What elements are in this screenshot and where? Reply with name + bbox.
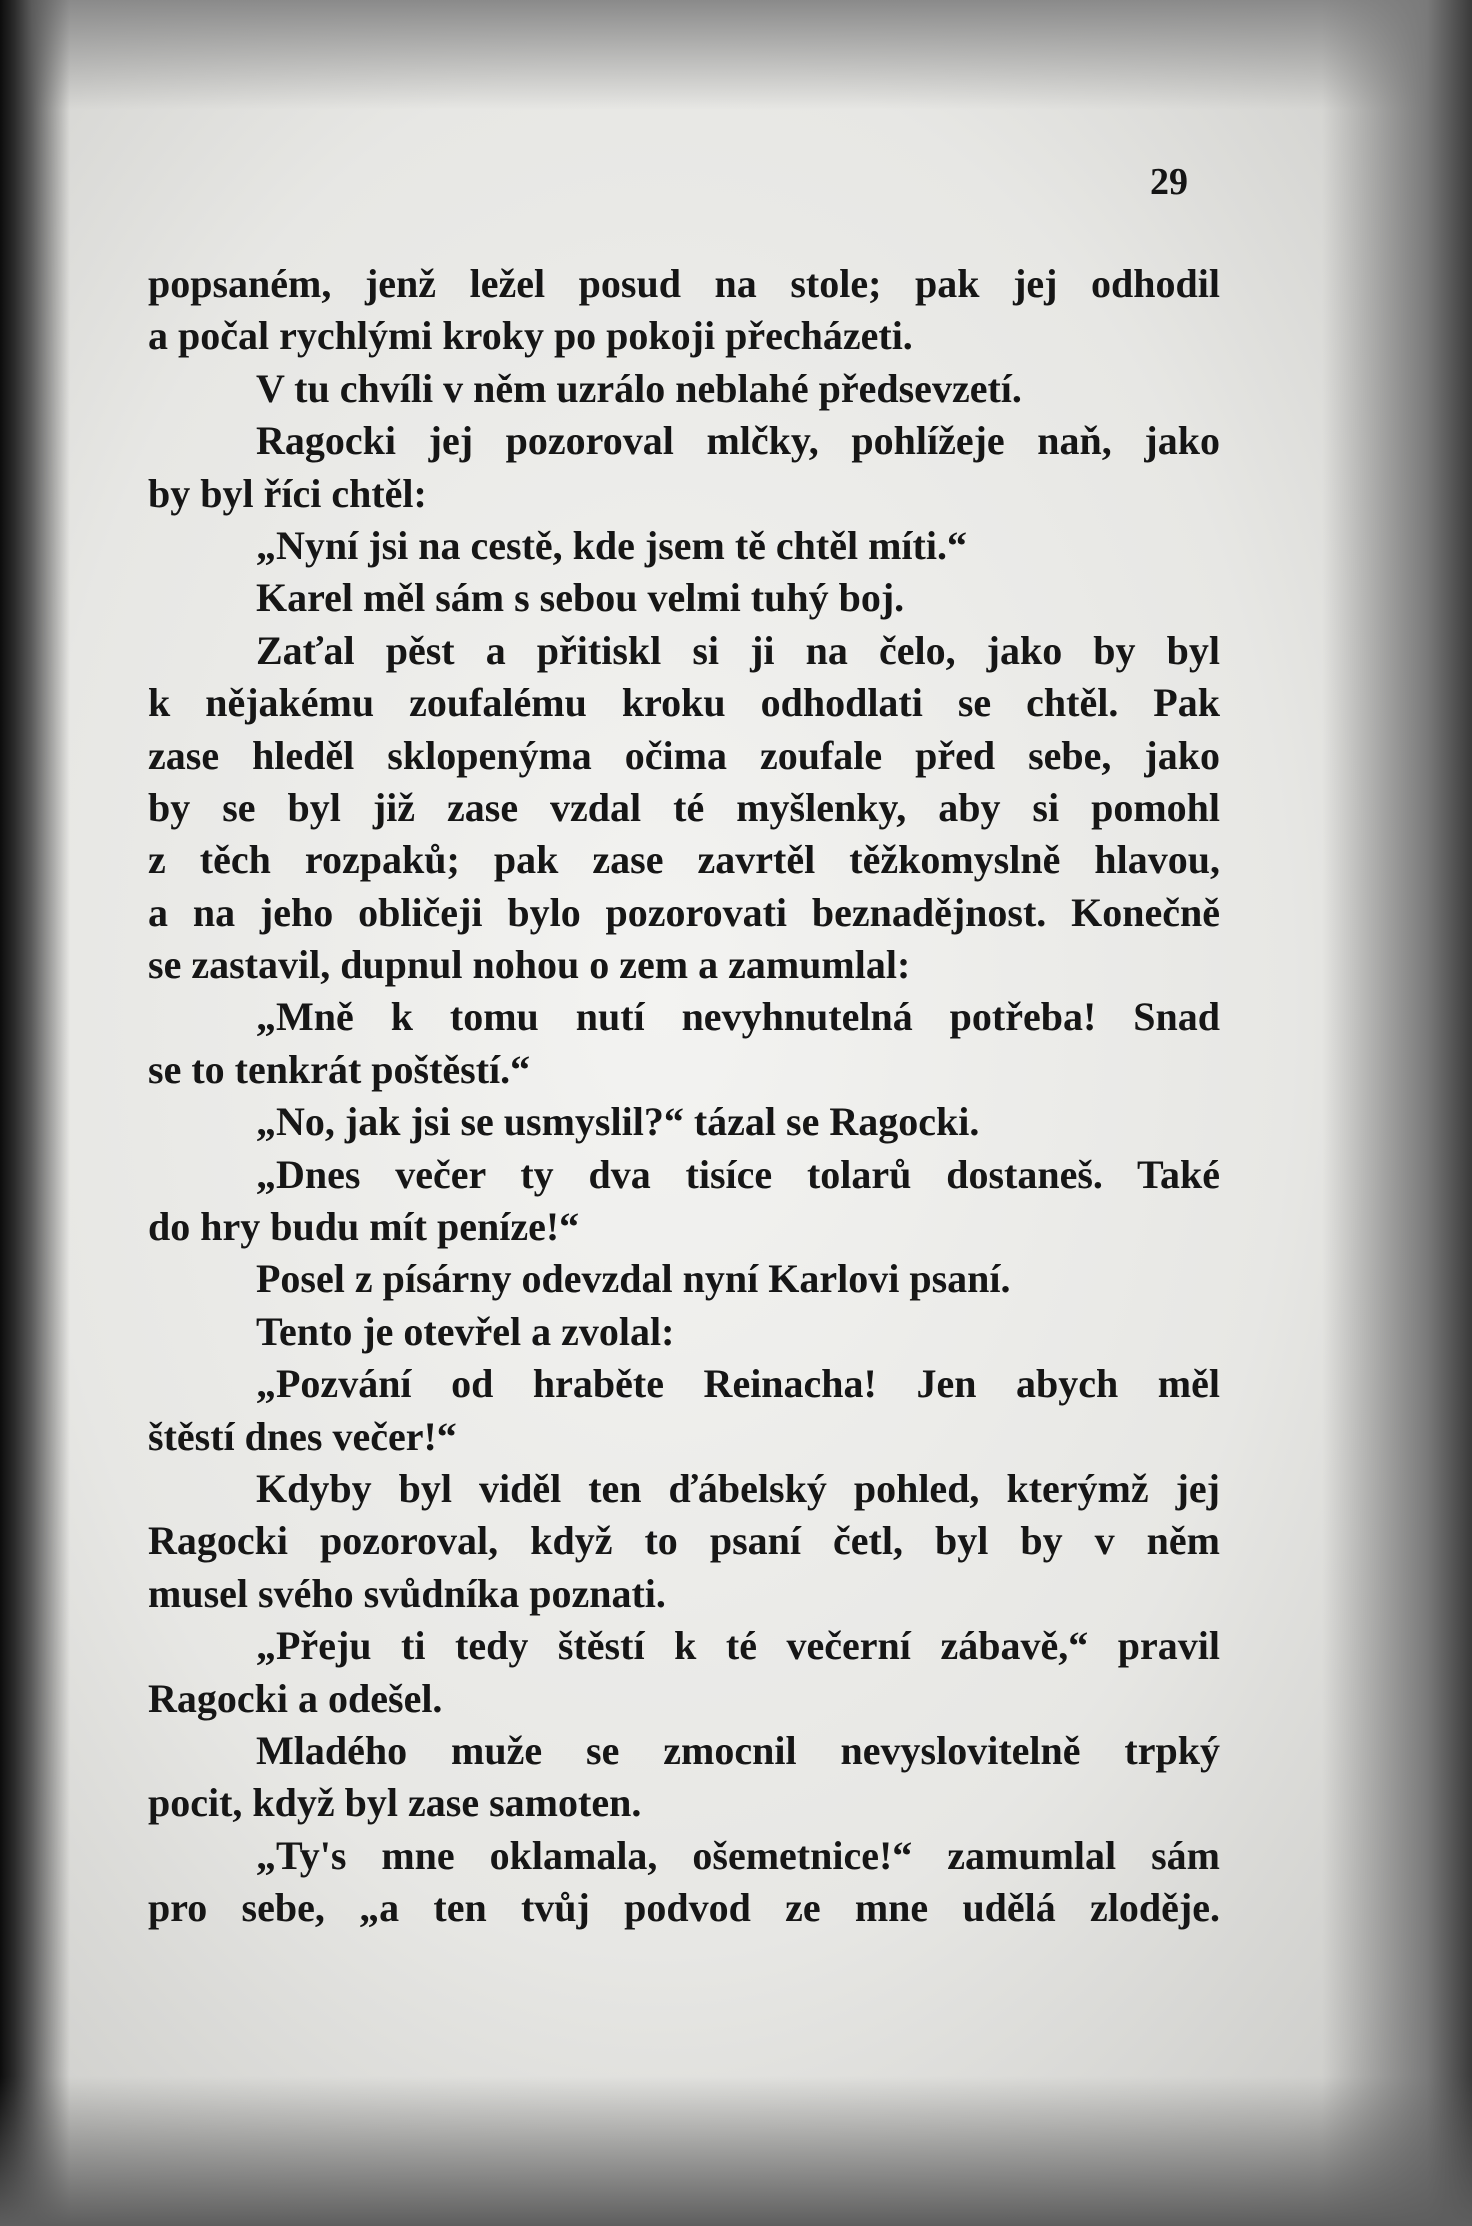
text-line: se zastavil, dupnul nohou o zem a zamumlal:	[148, 942, 911, 988]
text-line: Mladého muže se zmocnil nevyslovitelně trpký	[256, 1727, 1220, 1773]
bottom-edge-shadow	[0, 2076, 1472, 2226]
text-line: a počal rychlými kroky po pokoji přecházeti.	[148, 313, 913, 359]
text-line: Kdyby byl viděl ten ďábelský pohled, kterýmž jej	[256, 1465, 1220, 1511]
text-line: z těch rozpaků; pak zase zavrtěl těžkomyslně hlavou,	[148, 837, 1220, 883]
text-line: pocit, když byl zase samoten.	[148, 1780, 642, 1826]
text-line: „Dnes večer ty dva tisíce tolarů dostaneš. Také	[256, 1151, 1220, 1197]
text-line: Ragocki a odešel.	[148, 1675, 443, 1721]
page-number: 29	[1150, 161, 1188, 203]
text-line: „Nyní jsi na cestě, kde jsem tě chtěl míti.“	[256, 522, 967, 568]
text-line: a na jeho obličeji bylo pozorovati beznadějnost. Konečně	[148, 889, 1220, 935]
text-line: V tu chvíli v něm uzrálo neblahé předsevzetí.	[256, 365, 1022, 411]
text-line: „No, jak jsi se usmyslil?“ tázal se Ragocki.	[256, 1099, 980, 1145]
text-line: pro sebe, „a ten tvůj podvod ze mne udělá zloděje.	[148, 1885, 1220, 1931]
text-line: by byl říci chtěl:	[148, 470, 427, 516]
text-line: zase hleděl sklopenýma očima zoufale před sebe, jako	[148, 732, 1220, 778]
text-line: Zaťal pěst a přitiskl si ji na čelo, jako by byl	[256, 627, 1220, 673]
text-line: štěstí dnes večer!“	[148, 1413, 457, 1459]
text-line: „Mně k tomu nutí nevyhnutelná potřeba! Snad	[256, 994, 1220, 1040]
right-edge-shadow	[1322, 0, 1472, 2226]
text-line: do hry budu mít peníze!“	[148, 1204, 580, 1250]
text-line: by se byl již zase vzdal té myšlenky, aby si pomohl	[148, 784, 1220, 830]
text-line: „Pozvání od hraběte Reinacha! Jen abych měl	[256, 1361, 1220, 1407]
text-line: Ragocki jej pozoroval mlčky, pohlížeje naň, jako	[256, 418, 1220, 464]
text-line: Karel měl sám s sebou velmi tuhý boj.	[256, 575, 905, 621]
binding-shadow	[0, 0, 70, 2226]
text-line: popsaném, jenž ležel posud na stole; pak jej odhodil	[148, 261, 1220, 306]
body-text	[148, 258, 1220, 1935]
top-edge-shadow	[0, 0, 1472, 110]
text-line: „Ty's mne oklamala, ošemetnice!“ zamumlal sám	[256, 1832, 1220, 1878]
text-line: se to tenkrát poštěstí.“	[148, 1046, 531, 1092]
text-line: „Přeju ti tedy štěstí k té večerní zábavě,“ pravil	[256, 1623, 1220, 1669]
text-line: k nějakému zoufalému kroku odhodlati se chtěl. Pak	[148, 680, 1220, 726]
text-line: Ragocki pozoroval, když to psaní četl, byl by v něm	[148, 1518, 1220, 1564]
text-line: musel svého svůdníka poznati.	[148, 1570, 666, 1616]
text-line: Tento je otevřel a zvolal:	[256, 1308, 675, 1354]
text-line: Posel z písárny odevzdal nyní Karlovi psaní.	[256, 1256, 1011, 1302]
